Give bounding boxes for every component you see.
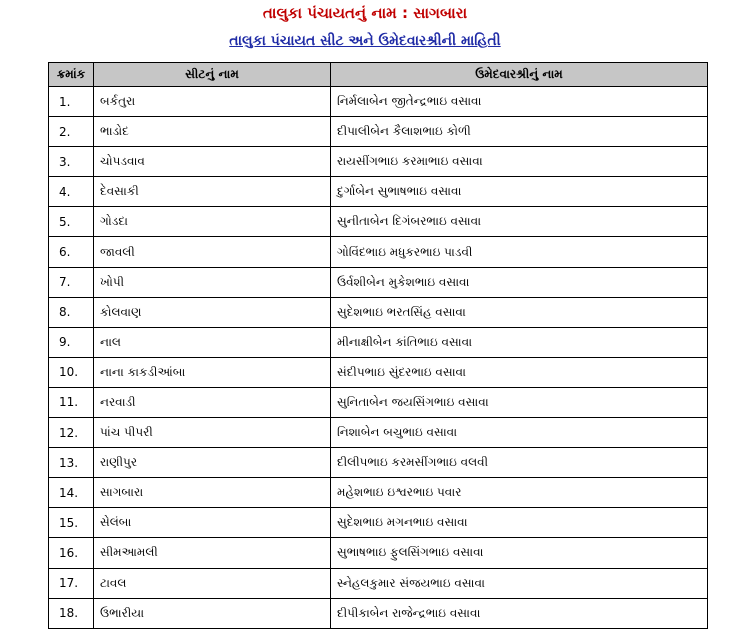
- candidate-cell: નિર્મલાબેન જીતેન્દ્રભાઇ વસાવા: [331, 87, 708, 117]
- table-row: [49, 267, 708, 297]
- table-row: [49, 418, 708, 448]
- serial-cell: 4.: [49, 177, 94, 207]
- table-row: [49, 478, 708, 508]
- seat-cell: નરવાડી: [94, 387, 331, 417]
- serial-cell: 6.: [49, 237, 94, 267]
- serial-cell: 9.: [49, 327, 94, 357]
- seat-cell: ચોપડવાવ: [94, 147, 331, 177]
- seat-cell: સીમઆમલી: [94, 538, 331, 568]
- candidate-cell: સુનિતાબેન જયસિંગભાઇ વસાવા: [331, 387, 708, 417]
- serial-cell: 15.: [49, 508, 94, 538]
- page-subtitle: તાલુકા પંચાયત સીટ અને ઉમેદવારશ્રીની માહિતી: [229, 33, 501, 49]
- page-title: તાલુકા પંચાયતનું નામ : સાગબારા: [262, 4, 468, 22]
- column-header-candidate: ઉમેદવારશ્રીનું નામ: [331, 63, 708, 87]
- column-header-serial: ક્રમાંક: [49, 63, 94, 87]
- seat-cell: ઉભારીયા: [94, 598, 331, 628]
- seats-table: [48, 62, 708, 629]
- serial-cell: 8.: [49, 297, 94, 327]
- seat-cell: દેવસાકી: [94, 177, 331, 207]
- candidate-cell: રાયસીંગભાઇ કરમાભાઇ વસાવા: [331, 147, 708, 177]
- serial-cell: 5.: [49, 207, 94, 237]
- serial-cell: 7.: [49, 267, 94, 297]
- candidate-cell: સુદેશભાઇ ભરતસિંહ વસાવા: [331, 297, 708, 327]
- seat-cell: કોલવાણ: [94, 297, 331, 327]
- candidate-cell: મહેશભાઇ ઇશ્વરભાઇ પવાર: [331, 478, 708, 508]
- table-header-row: [49, 63, 708, 87]
- serial-cell: 13.: [49, 448, 94, 478]
- seat-cell: સાગબારા: [94, 478, 331, 508]
- seat-cell: નાલ: [94, 327, 331, 357]
- table-row: [49, 117, 708, 147]
- candidate-cell: સુદેશભાઇ મગનભાઇ વસાવા: [331, 508, 708, 538]
- candidate-cell: દીપીકાબેન રાજેન્દ્રભાઇ વસાવા: [331, 598, 708, 628]
- serial-cell: 12.: [49, 418, 94, 448]
- table-row: [49, 538, 708, 568]
- serial-cell: 14.: [49, 478, 94, 508]
- seat-cell: ગોડદા: [94, 207, 331, 237]
- candidate-cell: સુનીતાબેન દિગંબરભાઇ વસાવા: [331, 207, 708, 237]
- serial-cell: 17.: [49, 568, 94, 598]
- seat-cell: પાંચ પીપરી: [94, 418, 331, 448]
- table-row: [49, 598, 708, 628]
- seat-cell: જાવલી: [94, 237, 331, 267]
- table-row: [49, 237, 708, 267]
- table-row: [49, 568, 708, 598]
- seat-cell: રાણીપુર: [94, 448, 331, 478]
- candidate-cell: મીનાક્ષીબેન કાંતિભાઇ વસાવા: [331, 327, 708, 357]
- table-row: [49, 508, 708, 538]
- candidate-cell: સુભાષભાઇ ફુલસિંગભાઇ વસાવા: [331, 538, 708, 568]
- serial-cell: 10.: [49, 357, 94, 387]
- seat-cell: સેલંબા: [94, 508, 331, 538]
- table-row: [49, 387, 708, 417]
- seat-cell: ભાડોદ: [94, 117, 331, 147]
- serial-cell: 1.: [49, 87, 94, 117]
- serial-cell: 18.: [49, 598, 94, 628]
- candidate-cell: દીપાલીબેન કૈલાશભાઇ કોળી: [331, 117, 708, 147]
- table-row: [49, 448, 708, 478]
- serial-cell: 3.: [49, 147, 94, 177]
- candidate-cell: ગોવિંદભાઇ મધુકરભાઇ પાડવી: [331, 237, 708, 267]
- table-row: [49, 177, 708, 207]
- candidate-cell: સંદીપભાઇ સુંદરભાઇ વસાવા: [331, 357, 708, 387]
- table-row: [49, 207, 708, 237]
- seat-cell: ટાવલ: [94, 568, 331, 598]
- candidate-cell: સ્નેહલકુમાર સંજયભાઇ વસાવા: [331, 568, 708, 598]
- table-row: [49, 297, 708, 327]
- candidate-cell: ઉર્વશીબેન મુકેશભાઇ વસાવા: [331, 267, 708, 297]
- serial-cell: 2.: [49, 117, 94, 147]
- seat-cell: બર્કતુરા: [94, 87, 331, 117]
- candidate-cell: નિશાબેન બચુભાઇ વસાવા: [331, 418, 708, 448]
- candidate-cell: દીલીપભાઇ કરમસીંગભાઇ વલવી: [331, 448, 708, 478]
- candidate-cell: દુર્ગાબેન સુભાષભાઇ વસાવા: [331, 177, 708, 207]
- table-row: [49, 327, 708, 357]
- serial-cell: 11.: [49, 387, 94, 417]
- seat-cell: ખોપી: [94, 267, 331, 297]
- seat-cell: નાના કાકડીઆંબા: [94, 357, 331, 387]
- table-row: [49, 357, 708, 387]
- serial-cell: 16.: [49, 538, 94, 568]
- column-header-seat: સીટનું નામ: [94, 63, 331, 87]
- table-row: [49, 147, 708, 177]
- table-row: [49, 87, 708, 117]
